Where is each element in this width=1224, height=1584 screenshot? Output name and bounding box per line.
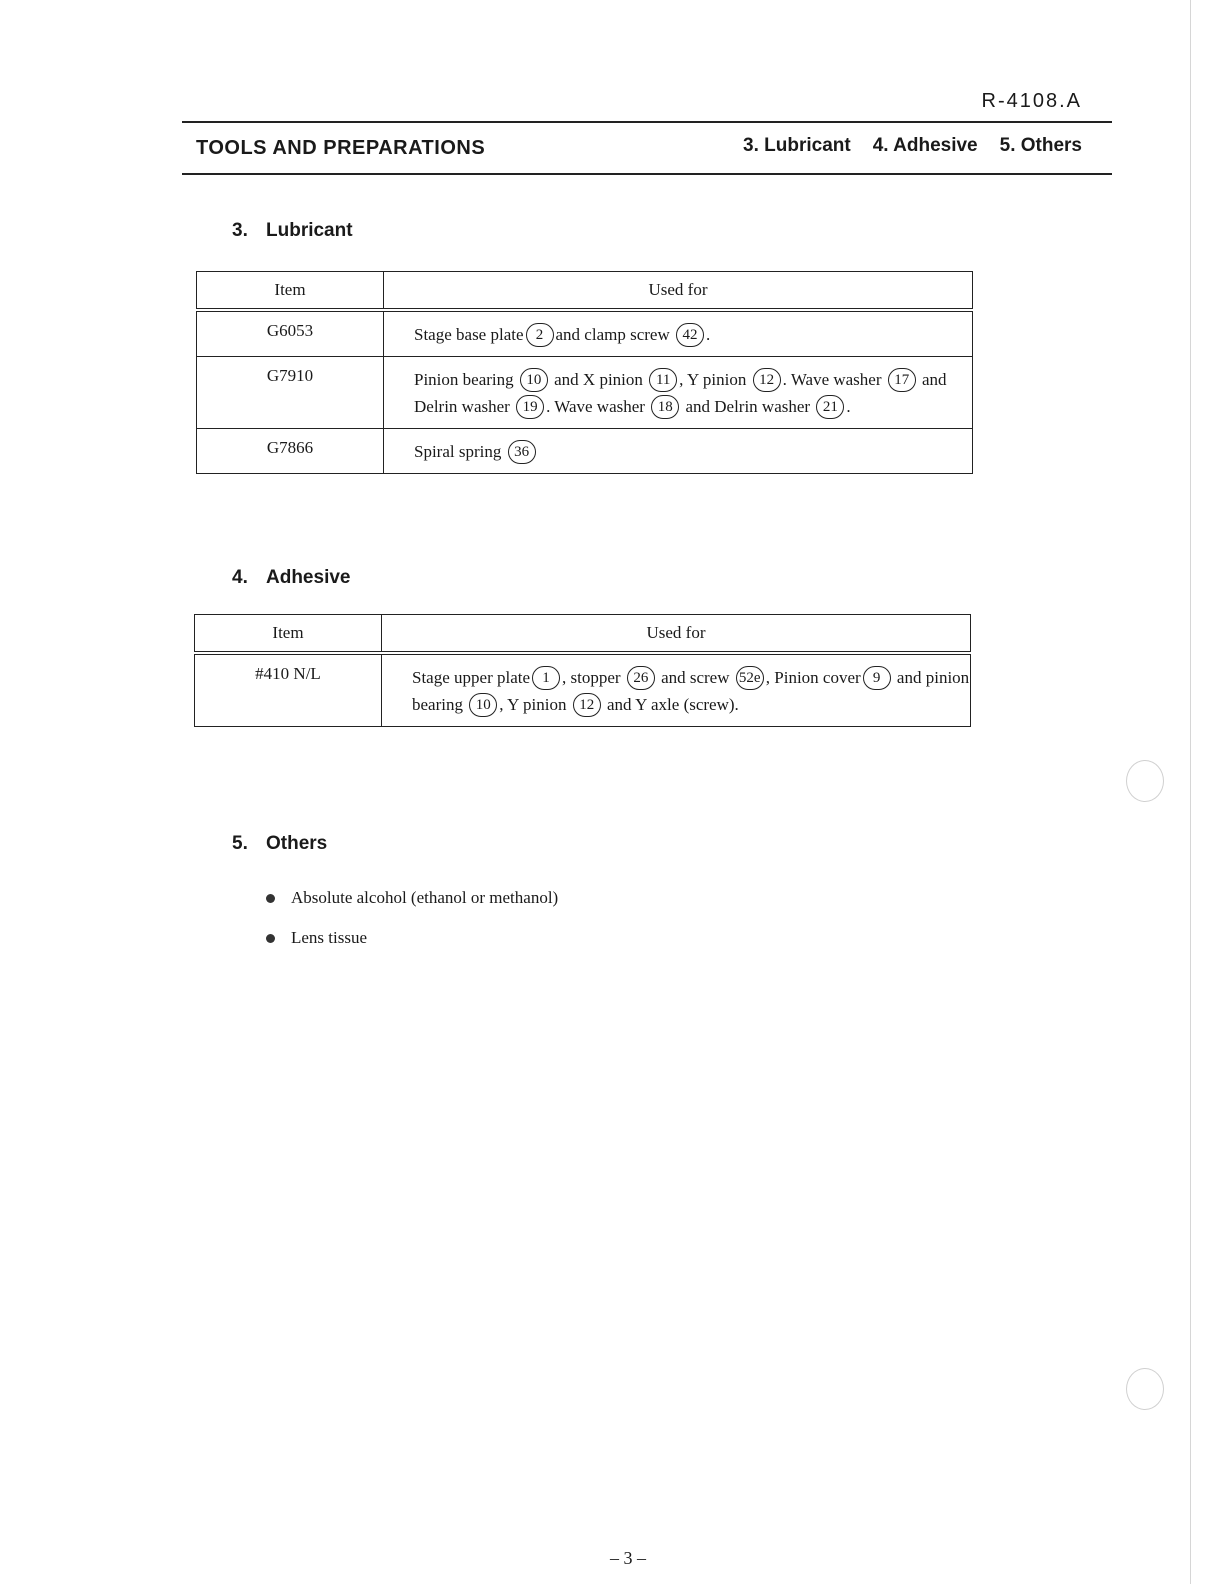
- others-item-text: Lens tissue: [291, 928, 368, 947]
- part-ref-circle: 17: [888, 368, 916, 392]
- lubricant-item: G7866: [197, 429, 384, 474]
- punch-hole: [1126, 760, 1164, 802]
- part-ref-circle: 18: [651, 395, 679, 419]
- lubricant-title: Lubricant: [266, 220, 353, 241]
- part-ref-circle: 36: [508, 440, 536, 464]
- table-row: [197, 310, 973, 357]
- adhesive-item: #410 N/L: [195, 653, 382, 727]
- part-ref-circle: 21: [816, 395, 844, 419]
- page-title: TOOLS AND PREPARATIONS: [196, 137, 486, 159]
- adhesive-number: 4.: [232, 567, 248, 588]
- part-ref-circle: 10: [469, 693, 497, 717]
- header-section-others: 5. Others: [999, 135, 1082, 156]
- adhesive-heading: [232, 567, 350, 589]
- adhesive-used-for: Stage upper plate 1 , stopper 26 and screw 52e , Pinion cover 9 and pinion bearing 10 , Y pinion 12 and Y axle (screw).: [382, 653, 971, 727]
- part-ref-circle: 11: [649, 368, 677, 392]
- part-ref-circle: 12: [753, 368, 781, 392]
- header-rule-bottom: [182, 173, 1112, 175]
- others-number: 5.: [232, 833, 248, 854]
- bullet-icon: [266, 934, 275, 943]
- part-ref-circle: 42: [676, 323, 704, 347]
- table-row: [197, 429, 973, 474]
- adhesive-col-used-for: Used for: [382, 615, 971, 654]
- part-ref-circle: 26: [627, 666, 655, 690]
- part-ref-circle: 52e: [736, 666, 764, 690]
- others-list: [262, 888, 558, 968]
- table-row: [195, 653, 971, 727]
- header-sections: [743, 135, 1082, 157]
- lubricant-col-used-for: Used for: [384, 272, 973, 311]
- adhesive-table: [194, 614, 971, 727]
- others-item-text: Absolute alcohol (ethanol or methanol): [291, 888, 559, 907]
- part-ref-circle: 12: [573, 693, 601, 717]
- others-title: Others: [266, 833, 328, 854]
- header-section-lubricant: 3. Lubricant: [743, 135, 851, 156]
- punch-hole: [1126, 1368, 1164, 1410]
- table-row: [197, 357, 973, 429]
- part-ref-circle: 1: [532, 666, 560, 690]
- lubricant-used-for: Pinion bearing 10 and X pinion 11 , Y pinion 12 . Wave washer 17 and Delrin washer 19 . Wave washer 18 and Delrin washer 21 .: [384, 357, 973, 429]
- part-ref-circle: 19: [516, 395, 544, 419]
- header-rule-top: [182, 121, 1112, 123]
- list-item: [262, 888, 558, 928]
- lubricant-used-for: Spiral spring 36: [384, 429, 973, 474]
- margin-line: [1190, 0, 1191, 1584]
- part-ref-circle: 9: [863, 666, 891, 690]
- part-ref-circle: 2: [526, 323, 554, 347]
- lubricant-table: [196, 271, 973, 474]
- adhesive-col-item: Item: [195, 615, 382, 654]
- others-heading: [232, 833, 327, 855]
- page-number: – 3 –: [610, 1548, 646, 1568]
- document-code: R-4108.A: [981, 90, 1082, 112]
- adhesive-title: Adhesive: [266, 567, 351, 588]
- header-section-adhesive: 4. Adhesive: [872, 135, 978, 156]
- lubricant-used-for: Stage base plate 2 and clamp screw 42 .: [384, 310, 973, 357]
- part-ref-circle: 10: [520, 368, 548, 392]
- lubricant-heading: [232, 220, 353, 242]
- lubricant-number: 3.: [232, 220, 248, 241]
- lubricant-col-item: Item: [197, 272, 384, 311]
- lubricant-item: G7910: [197, 357, 384, 429]
- lubricant-item: G6053: [197, 310, 384, 357]
- bullet-icon: [266, 894, 275, 903]
- list-item: [262, 928, 558, 968]
